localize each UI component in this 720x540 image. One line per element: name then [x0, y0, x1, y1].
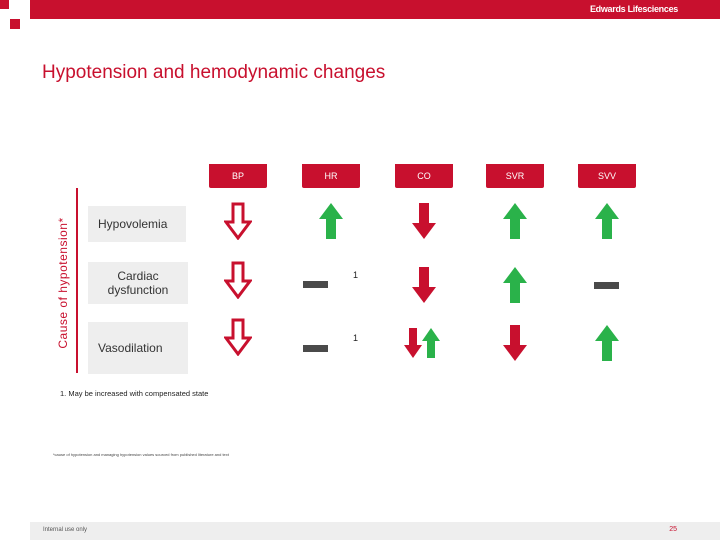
red-down-arrow-icon: [403, 327, 423, 359]
red-down-arrow-icon: [411, 266, 437, 304]
green-up-arrow-icon: [594, 202, 620, 240]
red-outline-down-arrow-icon: [224, 318, 252, 356]
gray-dash-icon: [303, 281, 328, 288]
red-outline-down-arrow-icon: [224, 261, 252, 299]
footnote: 1. May be increased with compensated state: [60, 389, 209, 398]
green-up-arrow-icon: [502, 266, 528, 304]
red-down-arrow-icon: [411, 202, 437, 240]
column-header-hr: HR: [302, 164, 360, 188]
row-label-hypovolemia: [88, 206, 186, 242]
column-header-bp: BP: [209, 164, 267, 188]
green-up-arrow-icon: [318, 202, 344, 240]
row-label-text: Vasodilation: [98, 341, 163, 355]
column-header-svr: SVR: [486, 164, 544, 188]
corner-square: [0, 0, 9, 9]
brand-logo: Edwards Lifesciences: [589, 4, 678, 14]
row-label-cardiac-dysfunction: [88, 262, 188, 304]
green-up-arrow-icon: [594, 324, 620, 362]
column-header-svv: SVV: [578, 164, 636, 188]
red-down-arrow-icon: [502, 324, 528, 362]
corner-square-small: [10, 19, 20, 29]
row-label-vasodilation: [88, 322, 188, 374]
internal-use-label: Internal use only: [43, 527, 88, 533]
gray-dash-icon: [303, 345, 328, 352]
green-up-arrow-icon: [421, 327, 441, 359]
page-number: 25: [669, 526, 677, 533]
superscript-marker: 1: [353, 333, 359, 343]
page-title: Hypotension and hemodynamic changes: [42, 62, 386, 83]
source-note: *cause of hypotension and managing hypotension values sourced from published literature and text: [53, 452, 229, 457]
axis-line: [76, 188, 78, 373]
superscript-marker: 1: [353, 270, 359, 280]
red-outline-down-arrow-icon: [224, 202, 252, 240]
axis-label: Cause of hypotension*: [56, 217, 70, 349]
green-up-arrow-icon: [502, 202, 528, 240]
gray-dash-icon: [594, 282, 619, 289]
footer-bar: [30, 522, 720, 540]
row-label-text: Hypovolemia: [98, 217, 168, 231]
column-header-co: CO: [395, 164, 453, 188]
row-label-text: Cardiac dysfunction: [107, 269, 169, 297]
